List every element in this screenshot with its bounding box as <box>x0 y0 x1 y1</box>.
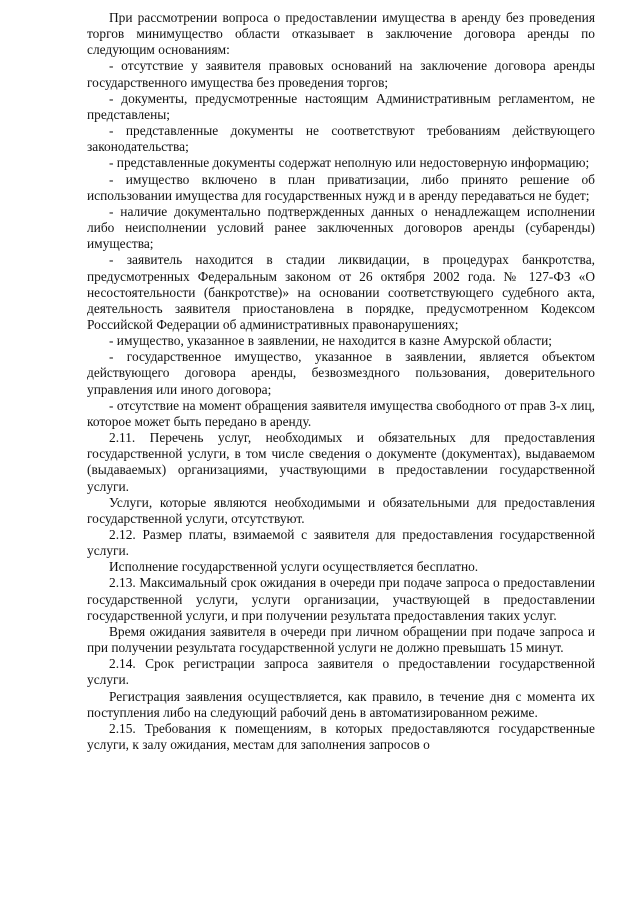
list-item-improper-performance: - наличие документально подтвержденных данных о ненадлежащем исполнении либо неисполнении условий ранее заключенных договоров аренды (субаренды) имущества; <box>87 203 595 252</box>
list-item-existing-contract: - государственное имущество, указанное в заявлении, является объектом действующего договора аренды, безвозмездного пользования, доверительного управления или иного договора; <box>87 349 595 397</box>
section-2-14-body: Регистрация заявления осуществляется, как правило, в течение дня с момента их поступления либо на следующий рабочий день в автоматизированном режиме. <box>87 688 595 720</box>
section-2-14-heading: 2.14. Срок регистрации запроса заявителя о предоставлении государственной услуги. <box>87 656 595 688</box>
section-2-11-body: Услуги, которые являются необходимыми и обязательными для предоставления государственной услуги, отсутствуют. <box>87 494 595 526</box>
document-page <box>87 10 595 753</box>
section-2-11-heading: 2.11. Перечень услуг, необходимых и обязательных для предоставления государственной услуги, в том числе сведения о документе (документах), выдаваемом (выдаваемых) организациями, участвующими в предоставлении государственной услуги. <box>87 430 595 494</box>
list-item-documents-noncompliant: - представленные документы не соответствуют требованиям действующего законодательства; <box>87 123 595 155</box>
section-2-12-body: Исполнение государственной услуги осуществляется бесплатно. <box>109 559 479 575</box>
list-item-no-legal-grounds: - отсутствие у заявителя правовых оснований на заключение договора аренды государственного имущества без проведения торгов; <box>87 58 595 90</box>
list-item-documents-missing: - документы, предусмотренные настоящим Административным регламентом, не представлены; <box>87 90 595 122</box>
section-2-13-heading: 2.13. Максимальный срок ожидания в очереди при подаче запроса о предоставлении государственной услуги, услуги организации, участвующей в предоставлении государственной услуги, и при получении результата предоставления таких услуг. <box>87 575 595 623</box>
list-item-liquidation: - заявитель находится в стадии ликвидации, в процедурах банкротства, предусмотренных Федеральным законом от 26 октября 2002 года. № 127-ФЗ «О несостоятельности (банкротстве)» на основании соответствующего судебного акта, деятельность заявителя приостановлена в порядке, предусмотренном Кодексом Российской Федерации об административных правонарушениях; <box>87 252 595 332</box>
paragraph-intro: При рассмотрении вопроса о предоставлении имущества в аренду без проведения торгов минимущество области отказывает в заключение договора аренды по следующим основаниям: <box>87 10 595 58</box>
section-2-15-heading: 2.15. Требования к помещениям, в которых предоставляются государственные услуги, к залу ожидания, местам для заполнения запросов о <box>87 720 595 753</box>
list-item-third-party-rights: - отсутствие на момент обращения заявителя имущества свободного от прав 3-х лиц, которое может быть передано в аренду. <box>87 397 595 429</box>
section-2-13-body: Время ожидания заявителя в очереди при личном обращении при подаче запроса и при получении результата государственной услуги не должно превышать 15 минут. <box>87 623 595 656</box>
section-2-12-heading: 2.12. Размер платы, взимаемой с заявителя для предоставления государственной услуги. <box>87 527 595 559</box>
list-item-not-in-treasury: - имущество, указанное в заявлении, не находится в казне Амурской области; <box>109 333 552 349</box>
list-item-incomplete-info: - представленные документы содержат неполную или недостоверную информацию; <box>109 155 590 171</box>
list-item-privatization: - имущество включено в план приватизации, либо принято решение об использовании имущества для государственных нужд и в аренду передаваться не будет; <box>87 171 595 203</box>
